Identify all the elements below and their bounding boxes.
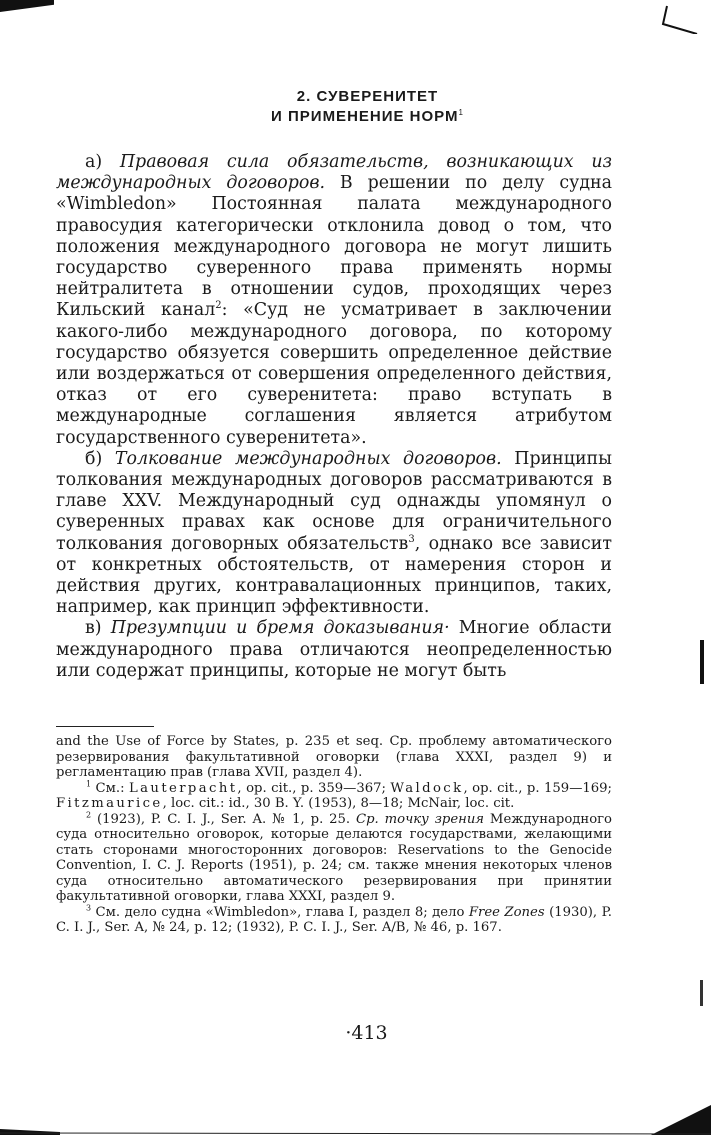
- paragraph-title: Толкование международных договоров.: [114, 448, 502, 469]
- scan-edge-mark: [0, 0, 54, 12]
- footnote-ref: 2: [215, 300, 222, 312]
- scan-corner-mark: [661, 4, 699, 34]
- footnote-3: $^3$ См. дело судна «Wimbledon», глава I, раздел 8; дело Free Zones (1930), P. C. I. J., Ser. A, № 24, p. 12; (1932), P. C. I. J., Ser. A/B, № 46, p. 167.: [56, 903, 612, 935]
- scan-margin-mark: [700, 640, 704, 684]
- paragraph-b: б) Толкование международных договоров. Принципы толкования международных договоров рассматриваются в главе XXV. Международный суд однажды упомянул о суверенных правах как основе для ограничительного толкования договорных обязательств$^3$, однако все зависит от конкретных обстоятельств, от намерения сторон и действия других, контравалационных принципов, таких, например, как принцип эффективности.: [56, 448, 612, 618]
- scan-margin-mark: [700, 980, 703, 1006]
- footnote-ref: 3: [408, 533, 415, 545]
- section-heading-line2: И ПРИМЕНЕНИЕ НОРМ$^1$: [271, 108, 464, 125]
- section-heading: 2. СУВЕРЕНИТЕТ: [296, 88, 439, 105]
- paragraph-c: в) Презумпции и бремя доказывания· Многие области международного права отличаются неопределенностью или содержат принципы, которые не могут быть: [56, 618, 612, 681]
- footnote-continuation: and the Use of Force by States, p. 235 et seq. Ср. проблему автоматического резервирования факультативной оговорки (глава XXXI, раздел 9) и регламентацию прав (глава XVII, раздел 4).: [56, 734, 612, 780]
- footnotes: [56, 734, 612, 936]
- paragraph-a: а) Правовая сила обязательств, возникающих из международных договоров. В решении по делу судна «Wimbledon» Постоянная палата международного правосудия категорически отклонила довод о том, что положения международного договора не могут лишить государство суверенного права применять нормы нейтралитета в отношении судов, проходящих через Кильский канал$^2$: «Суд не усматривает в заключении какого-либо международного договора, по которому государство обязуется совершить определенное действие или воздержаться от совершения определенного действия, отказ от его суверенитета: право вступать в международные соглашения является атрибутом государственного суверенитета».: [56, 152, 612, 448]
- footnote-separator: [56, 726, 154, 727]
- footnote-2: $^2$ (1923), P. C. I. J., Ser. A. № 1, p. 25. Ср. точку зрения Международного суда относительно оговорок, которые делаются государствами, желающими стать сторонами многосторонних договоров: Reservations to the Genocide Convention, I. C. J. Reports (1951), p. 24; см. также мнения некоторых членов суда относительно автоматического резервирования при принятии факультативной оговорки, глава XXXI, раздел 9.: [56, 810, 612, 904]
- footnote-1: $^1$ См.: Lauterpacht, op. cit., p. 359—367; Waldock, op. cit., p. 159—169; Fitzmaurice, loc. cit.: id., 30 B. Y. (1953), 8—18; McNair, loc. cit.: [56, 779, 612, 811]
- page-number: ·413: [345, 1022, 388, 1044]
- footnote-ref: 1: [458, 108, 464, 117]
- paragraph-title: Презумпции и бремя доказывания·: [110, 618, 450, 639]
- main-text: [56, 152, 612, 682]
- paragraph-title: Правовая сила обязательств, возникающих из международных договоров.: [56, 152, 612, 194]
- scan-bottom-edge: [0, 1127, 711, 1135]
